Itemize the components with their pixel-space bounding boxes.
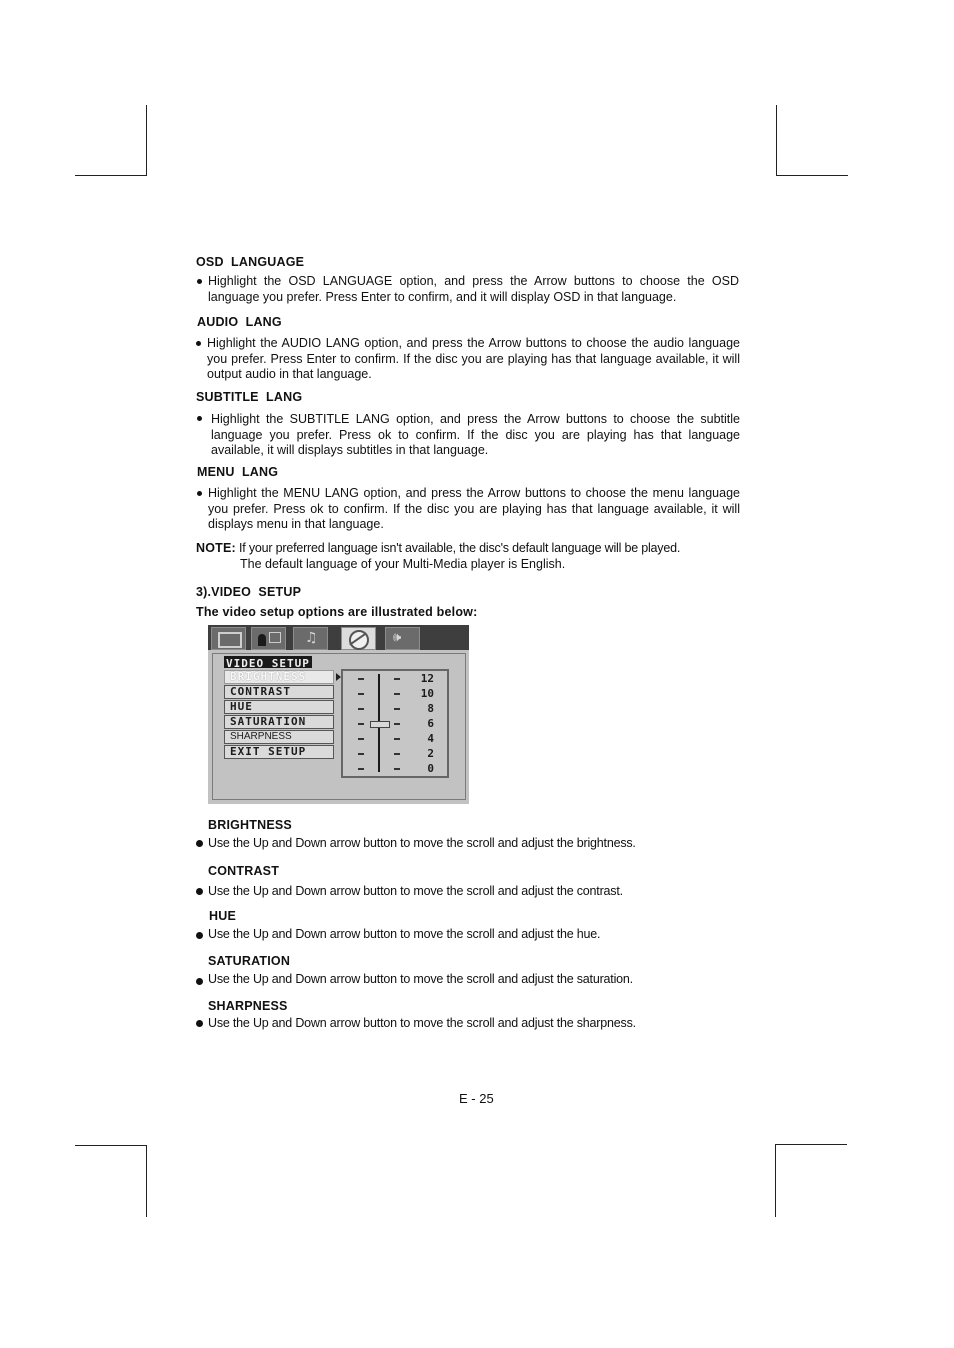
osd-scale-dash-right (394, 708, 400, 710)
osd-scale-value: 4 (427, 732, 434, 745)
heading-sharpness: SHARPNESS (208, 999, 288, 1013)
osd-scale-value: 0 (427, 762, 434, 775)
osd-slider-thumb[interactable] (370, 721, 390, 728)
bullet (196, 341, 201, 346)
bullet (196, 1020, 203, 1027)
osd-scale-value: 10 (420, 687, 434, 700)
video-setup-osd-screenshot (208, 625, 469, 804)
osd-scale-value: 8 (427, 702, 434, 715)
crop-mark-bottom-left-vertical (146, 1145, 147, 1217)
bullet (197, 416, 202, 421)
osd-scale-dash-left (358, 723, 364, 725)
osd-scale-dash-left (358, 753, 364, 755)
crop-mark-top-left-vertical (146, 105, 147, 176)
crop-mark-bottom-right-vertical (775, 1144, 776, 1217)
heading-osd-language: OSD LANGUAGE (196, 255, 305, 269)
bullet (196, 978, 203, 985)
osd-scale-dash-right (394, 723, 400, 725)
heading-brightness: BRIGHTNESS (208, 818, 292, 832)
osd-scale-dash-right (394, 693, 400, 695)
speaker-person-tab-icon (251, 627, 286, 650)
video-setup-intro: The video setup options are illustrated below: (196, 605, 478, 619)
osd-scale-value: 2 (427, 747, 434, 760)
heading-video-setup: 3).VIDEO SETUP (196, 585, 302, 599)
osd-scale-dash-left (358, 768, 364, 770)
bullet (197, 279, 202, 284)
bullet (196, 840, 203, 847)
brightness-text: Use the Up and Down arrow button to move the scroll and adjust the brightness. (208, 836, 636, 850)
subtitle-lang-text: Highlight the SUBTITLE LANG option, and press the Arrow buttons to choose the subtitle language you prefer. Press ok to confirm. If the disc you are playing has that language available, it will displays subtitles in that language. (211, 412, 740, 457)
osd-scale-dash-left (358, 708, 364, 710)
bullet (196, 888, 203, 895)
audio-tab-icon: 🕪 (385, 627, 420, 650)
contrast-text: Use the Up and Down arrow button to move the scroll and adjust the contrast. (208, 884, 623, 898)
note-label: NOTE: (196, 541, 236, 555)
crop-mark-top-left-horizontal (75, 175, 147, 176)
osd-menu-title-box (224, 656, 312, 668)
note-line-1: If your preferred language isn't available, the disc's default language will be played. (239, 541, 681, 555)
osd-scale-dash-right (394, 753, 400, 755)
music-tab-icon: ♫ (293, 627, 328, 650)
disc-tab-icon (341, 627, 376, 650)
osd-item-hue[interactable]: HUE (224, 700, 334, 714)
heading-saturation: SATURATION (208, 954, 291, 968)
osd-scale-dash-right (394, 738, 400, 740)
crop-mark-top-right-horizontal (776, 175, 848, 176)
heading-contrast: CONTRAST (208, 864, 280, 878)
crop-mark-top-right-vertical (776, 105, 777, 176)
osd-item-contrast[interactable]: CONTRAST (224, 685, 334, 699)
osd-menu-title: VIDEO SETUP (226, 657, 310, 670)
osd-item-saturation[interactable]: SATURATION (224, 715, 334, 729)
osd-scale-value: 6 (427, 717, 434, 730)
osd-item-sharpness[interactable]: SHARPNESS (224, 730, 334, 744)
audio-lang-text: Highlight the AUDIO LANG option, and press the Arrow buttons to choose the audio language you prefer. Press Enter to confirm. If the disc you are playing has that language available, it will output audio in that language. (207, 336, 740, 381)
crop-mark-bottom-left-horizontal (75, 1145, 147, 1146)
sharpness-text: Use the Up and Down arrow button to move the scroll and adjust the sharpness. (208, 1016, 636, 1030)
osd-scale-value: 12 (420, 672, 434, 685)
osd-item-exit-setup[interactable]: EXIT SETUP (224, 745, 334, 759)
osd-tab-bar (208, 625, 469, 650)
heading-hue: HUE (209, 909, 236, 923)
menu-lang-text: Highlight the MENU LANG option, and press the Arrow buttons to choose the menu language you prefer. Press ok to confirm. If the disc you are playing has that language available, it will displays menu in that language. (208, 486, 740, 531)
saturation-text: Use the Up and Down arrow button to move the scroll and adjust the saturation. (208, 972, 633, 986)
heading-menu-lang: MENU LANG (197, 465, 279, 479)
osd-scale-dash-right (394, 768, 400, 770)
crop-mark-bottom-right-horizontal (775, 1144, 847, 1145)
note-line-2: The default language of your Multi-Media player is English. (240, 557, 566, 571)
osd-scale-dash-right (394, 678, 400, 680)
hue-text: Use the Up and Down arrow button to move the scroll and adjust the hue. (208, 927, 601, 941)
bullet (197, 491, 202, 496)
bullet (196, 932, 203, 939)
osd-scale-dash-left (358, 678, 364, 680)
page-number: E - 25 (459, 1091, 494, 1106)
tv-tab-icon (211, 627, 246, 650)
osd-scale-dash-left (358, 738, 364, 740)
heading-audio-lang: AUDIO LANG (197, 315, 282, 329)
osd-language-text: Highlight the OSD LANGUAGE option, and press the Arrow buttons to choose the OSD language you prefer. Press Enter to confirm, and it will display OSD in that language. (208, 274, 739, 304)
osd-item-brightness[interactable]: BRIGHTNESS (224, 670, 334, 684)
osd-scale-dash-left (358, 693, 364, 695)
heading-subtitle-lang: SUBTITLE LANG (196, 390, 303, 404)
